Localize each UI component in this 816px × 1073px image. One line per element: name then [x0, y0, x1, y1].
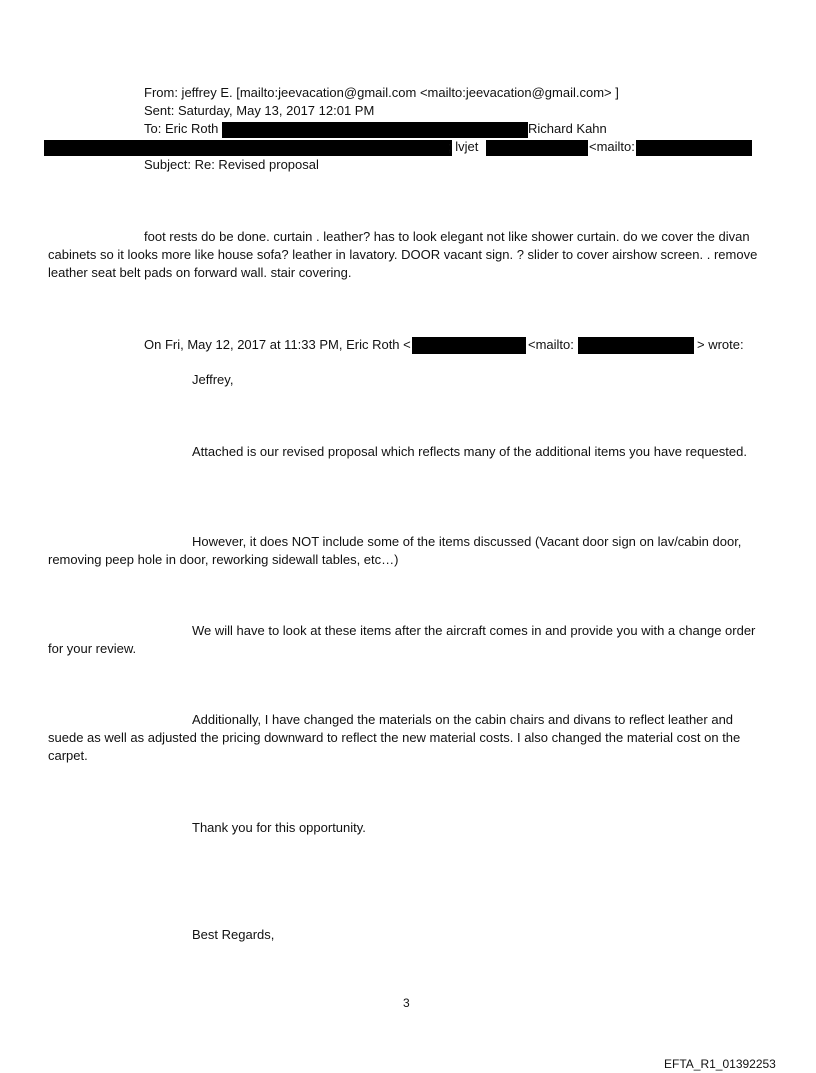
reply-body: foot rests do be done. curtain . leather? has to look elegant not like shower curtain. do we cover the divan cabinets so it looks more like house sofa? leather in lavatory. DOOR vacant sign. ? slider to cover airshow screen. . remove leather seat belt pads on forward wall. stair covering. — [48, 229, 758, 280]
quoted-intro-prefix: On Fri, May 12, 2017 at 11:33 PM, Eric Roth < — [144, 337, 411, 352]
quoted-intro-suffix: > wrote: — [697, 337, 744, 352]
redaction-box — [222, 122, 528, 138]
quoted-intro-mailto: <mailto: — [528, 337, 574, 352]
redaction-box — [412, 337, 526, 354]
from-line: From: jeffrey E. [mailto:jeevacation@gmail.com <mailto:jeevacation@gmail.com> ] — [144, 85, 619, 100]
redaction-box — [486, 140, 588, 156]
closing-line: Best Regards, — [192, 927, 275, 942]
sent-line: Sent: Saturday, May 13, 2017 12:01 PM — [144, 103, 375, 118]
greeting: Jeffrey, — [192, 372, 234, 387]
subject-line: Subject: Re: Revised proposal — [144, 157, 319, 172]
bates-id: EFTA_R1_01392253 — [664, 1057, 776, 1071]
cc-mailto: <mailto: — [589, 139, 635, 154]
paragraph-revised-proposal: Attached is our revised proposal which reflects many of the additional items you have requested. — [192, 444, 747, 459]
to-line: To: Eric Roth — [144, 121, 219, 136]
redaction-box — [44, 140, 452, 156]
page-number: 3 — [403, 996, 410, 1010]
thanks-line: Thank you for this opportunity. — [192, 820, 366, 835]
to-recipient-2: Richard Kahn — [528, 121, 607, 136]
paragraph-not-included: However, it does NOT include some of the items discussed (Vacant door sign on lav/cabin door, removing peep hole in door, reworking sidewall tables, etc…) — [48, 534, 742, 567]
paragraph-materials: Additionally, I have changed the materials on the cabin chairs and divans to reflect leather and suede as well as adjusted the pricing downward to reflect the new material costs. I also changed the material cost on the carpet. — [48, 712, 741, 763]
redaction-box — [578, 337, 694, 354]
paragraph-change-order: We will have to look at these items after the aircraft comes in and provide you with a change order for your review. — [48, 623, 756, 656]
redaction-box — [636, 140, 752, 156]
cc-lvjet: ; lvjet — [448, 139, 479, 154]
